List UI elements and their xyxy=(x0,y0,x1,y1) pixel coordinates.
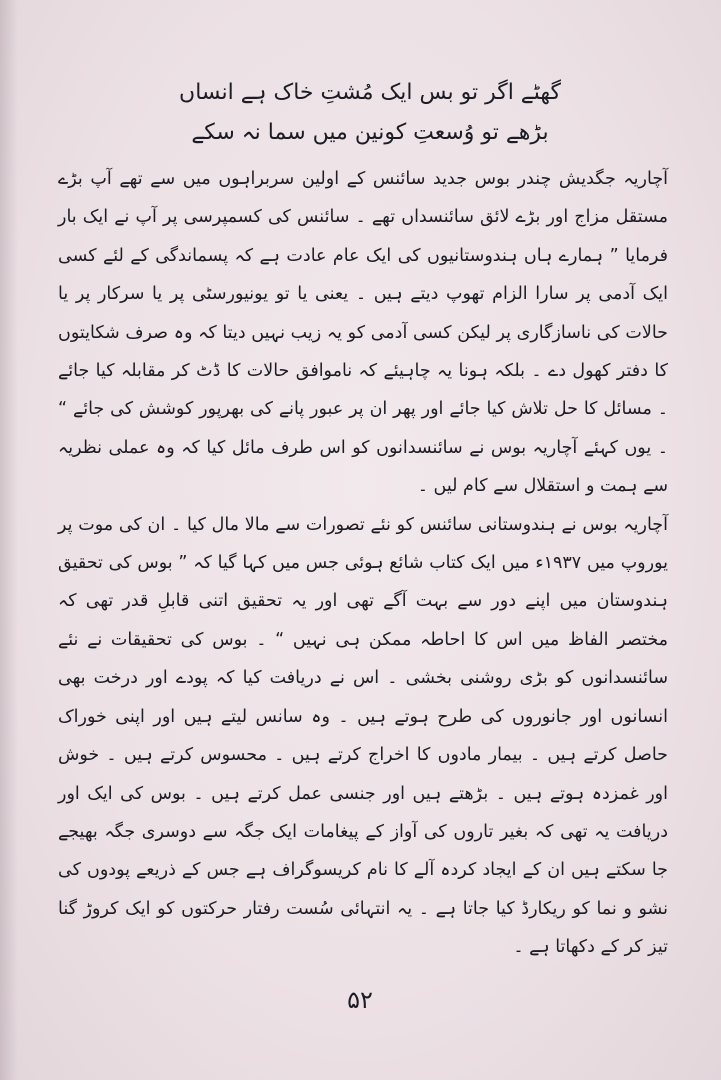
body-text xyxy=(58,160,668,967)
page-edge-shadow xyxy=(0,0,18,1080)
couplet-line-1: گھٹے اگر تو بس ایک مُشتِ خاک ہے انساں xyxy=(179,80,561,105)
page-number: ۵۲ xyxy=(347,986,373,1014)
paragraph-1: آچاریہ جگدیش چندر بوس جدید سائنس کے اولین سربراہوں میں سے تھے آپ بڑے مستقل مزاج اور بڑے لائق سائنسداں تھے ۔ سائنس کی کسمپرسی پر آپ نے ایک بار فرمایا ” ہمارے ہاں ہندوستانیوں کی ایک عام عادت ہے کہ پسماندگی کے لئے کسی ایک آدمی پر سارا الزام تھوپ دیتے ہیں ۔ یعنی یا تو یونیورسٹی پر یا سرکار پر یا حالات کی ناسازگاری پر لیکن کسی آدمی کو یہ زیب نہیں دیتا کہ وہ صرف شکایتوں کا دفتر کھول دے ۔ بلکہ ہونا یہ چاہیئے کہ ناموافق حالات کا ڈٹ کر مقابلہ کیا جائے ۔ مسائل کا حل تلاش کیا جائے اور پھر ان پر عبور پانے کی بھرپور کوشش کی جائے “ ۔ یوں کہئے آچاریہ بوس نے سائنسدانوں کو اس طرف مائل کیا کہ وہ عملی نظریہ سے ہمت و استقلال سے کام لیں ۔ xyxy=(58,169,668,497)
couplet-line-2: بڑھے تو وُسعتِ کونین میں سما نہ سکے xyxy=(191,120,549,145)
paragraph-2: آچاریہ بوس نے ہندوستانی سائنس کو نئے تصورات سے مالا مال کیا ۔ ان کی موت پر یوروپ میں ۱۹۳۷ء میں ایک کتاب شائع ہوئی جس میں کہا گیا کہ ” بوس کی تحقیق ہندوستان میں اپنے دور سے بہت آگے تھی اور یہ تحقیق اتنی قابلِ قدر تھی کہ مختصر الفاظ میں اس کا احاطہ ممکن ہی نہیں “ ۔ بوس کی تحقیقات نے نئے سائنسدانوں کو بڑی روشنی بخشی ۔ اس نے دریافت کیا کہ پودے اور درخت بھی انسانوں اور جانوروں کی طرح ہوتے ہیں ۔ وہ سانس لیتے ہیں اور اپنی خوراک حاصل کرتے ہیں ۔ بیمار مادوں کا اخراج کرتے ہیں ۔ محسوس کرتے ہیں ۔ خوش اور غمزدہ ہوتے ہیں ۔ بڑھتے ہیں اور جنسی عمل کرتے ہیں ۔ بوس کی ایک اور دریافت یہ تھی کہ بغیر تاروں کی آواز کے پیغامات ایک جگہ سے دوسری جگہ بھیجے جا سکتے ہیں ان کے ایجاد کردہ آلے کا نام کریسوگراف ہے جس کے ذریعے پودوں کی نشو و نما کو ریکارڈ کیا جاتا ہے ۔ یہ انتہائی سُست رفتار حرکتوں کو ایک کروڑ گنا تیز کر کے دکھاتا ہے ۔ xyxy=(58,514,668,958)
